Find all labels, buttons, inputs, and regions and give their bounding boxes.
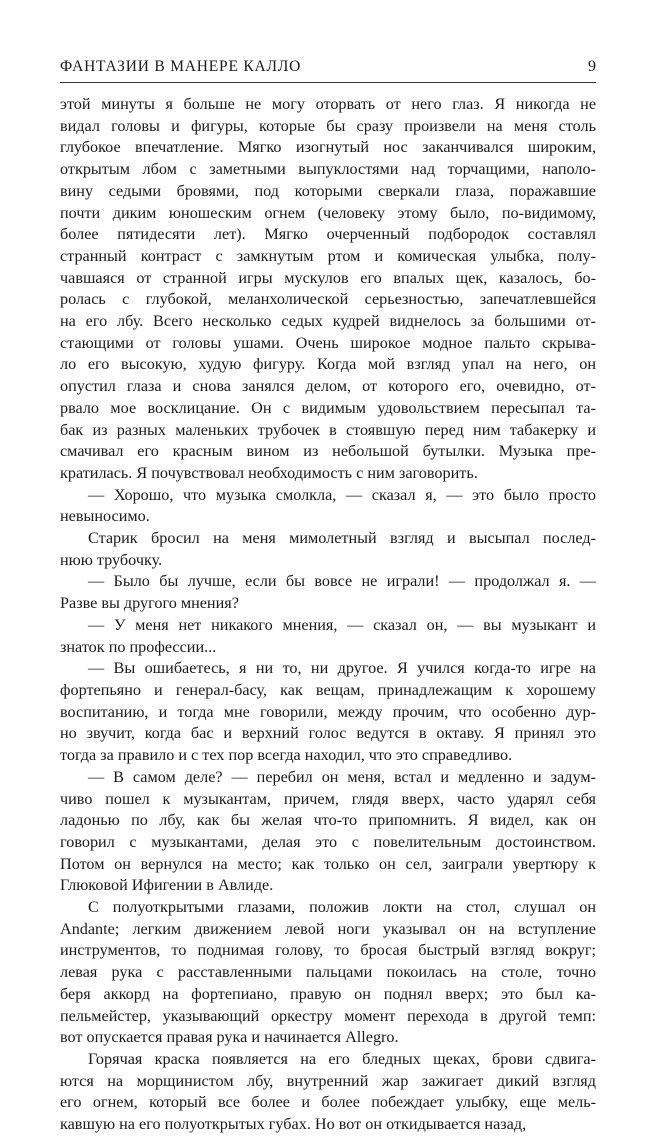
text-line: — У меня нет никакого мнения, — сказал он, — вы музыкант и	[88, 615, 596, 634]
text-line: рвало мое восклицание. Он с видимым удовольствием пересыпал та-	[60, 398, 596, 417]
text-line: С полуоткрытыми глазами, положив локти на стол, слушал он	[88, 898, 596, 917]
text-line: говорил с музыкантами, делая это с повелительным достоинством.	[60, 832, 596, 851]
text-line: — Было бы лучше, если бы вовсе не играли! — продолжал я. —	[88, 572, 596, 591]
text-line: вот опускается правая рука и начинается Allegro.	[60, 1028, 399, 1047]
text-line: Потом он вернулся на место; как только он сел, заиграли увертюру к	[60, 854, 596, 873]
text-line: почти диким юношеским огнем (человеку этому было, по-видимому,	[60, 203, 596, 222]
text-line: пельмейстер, указывающий оркестру момент перехода в другой темп:	[60, 1006, 596, 1025]
text-line: смачивал его красным вином из небольшой бутылки. Музыка пре-	[60, 442, 596, 461]
text-line: — В самом деле? — перебил он меня, встал и медленно и задум-	[88, 767, 596, 786]
text-line: ролась с глубокой, меланхолической серьезностью, запечатлевшейся	[60, 290, 596, 309]
text-line: нюю трубочку.	[60, 550, 163, 569]
text-line: — Хорошо, что музыка смолкла, — сказал я, — это было просто	[88, 485, 596, 504]
text-line: инструментов, то поднимая голову, то бросая быстрый взгляд вокруг;	[60, 941, 596, 960]
text-line: ло его высокую, худую фигуру. Когда мой взгляд упал на него, он	[60, 355, 596, 374]
text-line: его огнем, который все более и более побеждает улыбку, еще мель-	[60, 1093, 596, 1112]
text-line: фортепьяно и генерал-басу, как вещам, принадлежащим к хорошему	[60, 680, 596, 699]
text-line: тогда за правило и с тех пор всегда находил, что это справедливо.	[60, 746, 513, 765]
text-line: воспитанию, и тогда мне говорили, между прочим, что особенно дур-	[60, 702, 596, 721]
text-line: ладонью по лбу, как бы желая что-то припомнить. Я видел, как он	[60, 811, 596, 830]
text-line: Горячая краска появляется на его бледных щеках, брови сдвига-	[88, 1049, 596, 1068]
text-line: но звучит, когда бас и верхний голос ведутся в октаву. Я принял это	[60, 724, 596, 743]
text-line: чиво пошел к музыкантам, причем, глядя вверх, часто ударял себя	[60, 789, 596, 808]
running-title: ФАНТАЗИИ В МАНЕРЕ КАЛЛО	[60, 58, 302, 75]
text-line: знаток по профессии...	[60, 637, 217, 656]
text-line: Глюковой Ифигении в Авлиде.	[60, 876, 274, 895]
text-line: этой минуты я больше не могу оторвать от него глаз. Я никогда не	[60, 95, 596, 113]
text-line: — Вы ошибаетесь, я ни то, ни другое. Я учился когда-то игре на	[88, 659, 596, 678]
text-line: кавшую на его полуоткрытых губах. Но вот он откидывается назад,	[60, 1115, 527, 1134]
text-line: более пятидесяти лет). Мягко очерченный подбородок составлял	[60, 225, 596, 244]
text-line: чавшаяся от странной игры мускулов его впалых щек, казалось, бо-	[60, 268, 596, 287]
text-line: невыносимо.	[60, 507, 150, 526]
text-line: Andante; легким движением левой ноги указывал он на вступление	[60, 919, 596, 938]
text-line: странный контраст с замкнутым ртом и комическая улыбка, полу-	[60, 246, 596, 265]
text-line: стающими от головы ушами. Очень широкое модное пальто скрыва-	[60, 333, 596, 352]
text-line: бак из разных маленьких трубочек в стоявшую перед ним табакерку и	[60, 420, 596, 439]
text-line: глубокое впечатление. Мягко изогнутый нос заканчивался широким,	[60, 138, 596, 157]
text-line: опустил глаза и снова занялся делом, от которого его, очевидно, от-	[60, 377, 596, 396]
page-header	[60, 58, 596, 80]
text-line: открытым лбом с заметными выпуклостями над торчащими, наполо-	[60, 160, 596, 179]
text-line: вину седыми бровями, под которыми сверкали глаза, поражавшие	[60, 181, 596, 200]
text-line: Разве вы другого мнения?	[60, 594, 239, 613]
text-line: ются на морщинистом лбу, внутренний жар зажигает дикий взгляд	[60, 1071, 596, 1090]
header-rule	[60, 82, 596, 83]
text-line: видал головы и фигуры, которые бы сразу произвели на меня столь	[60, 116, 596, 135]
text-line: на его лбу. Всего несколько седых кудрей виднелось за большими от-	[60, 312, 596, 331]
page-number: 9	[588, 58, 596, 75]
text-line: Старик бросил на меня мимолетный взгляд и высыпал послед-	[88, 529, 596, 548]
main-text	[60, 94, 596, 1136]
text-line: левая рука с расставленными пальцами покоилась на столе, точно	[60, 963, 596, 982]
text-line: кратилась. Я почувствовал необходимость с ним заговорить.	[60, 463, 478, 482]
text-line: беря аккорд на фортепиано, правую он поднял вверх; это был ка-	[60, 984, 596, 1003]
